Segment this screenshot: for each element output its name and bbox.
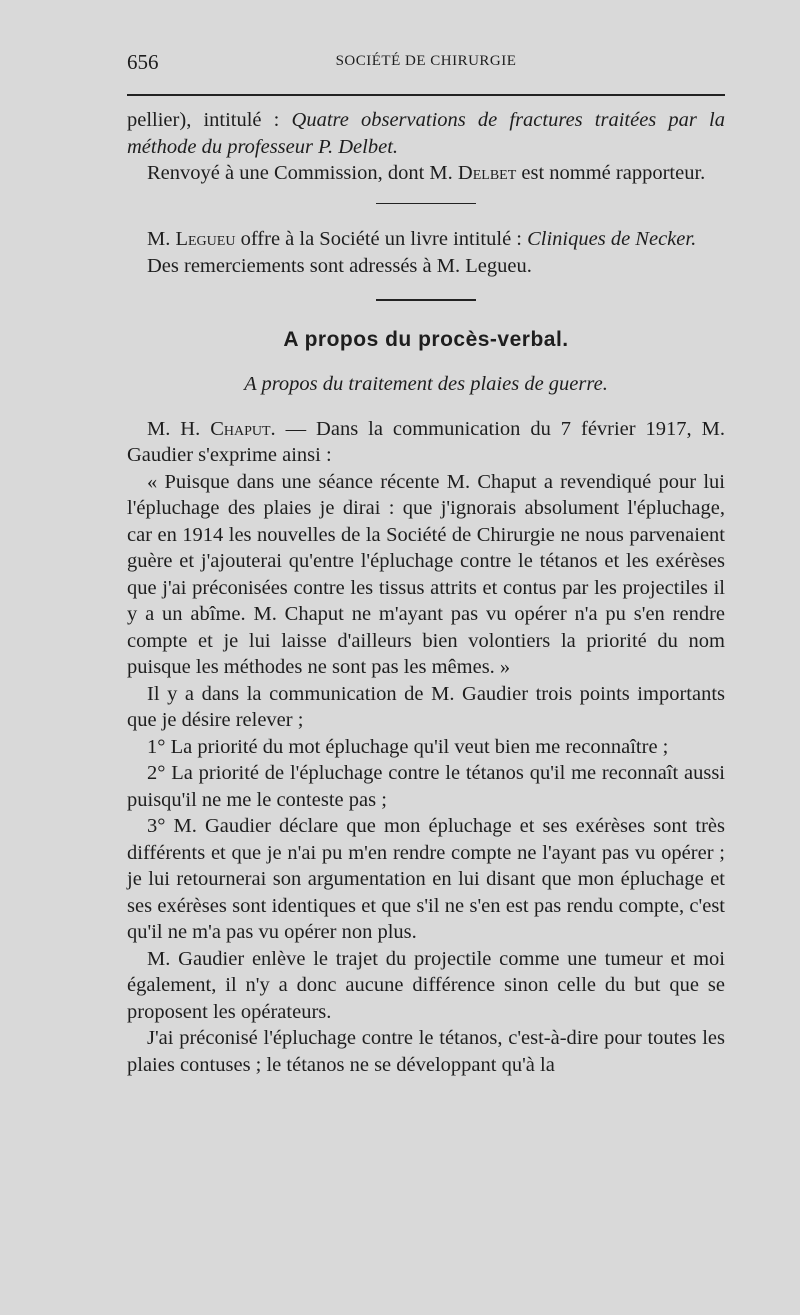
separator-rule xyxy=(376,299,476,301)
paragraph-11: M. Gaudier enlève le trajet du projectile comme une tumeur et moi également, il n'y a donc aucune différence sinon celle du but que se proposent les opérateurs. xyxy=(127,947,725,1023)
paragraph-4: Des remerciements sont adressés à M. Legueu. xyxy=(147,254,532,277)
page-header xyxy=(127,50,725,80)
paragraph-1: pellier), intitulé : Quatre observations de fractures traitées par la méthode du professeur P. Delbet. xyxy=(127,109,725,158)
paragraph-7: Il y a dans la communication de M. Gaudier trois points importants que je désire relever ; xyxy=(127,682,725,731)
paragraph-9: 2° La priorité de l'épluchage contre le tétanos qu'il me reconnaît aussi puisqu'il ne me le conteste pas ; xyxy=(127,762,725,811)
page-number: 656 xyxy=(127,50,159,74)
paragraph-2: Renvoyé à une Commission, dont M. Delbet est nommé rapporteur. xyxy=(147,162,706,184)
running-title: SOCIÉTÉ DE CHIRURGIE xyxy=(335,53,517,69)
paragraph-6: « Puisque dans une séance récente M. Chaput a revendiqué pour lui l'épluchage des plaies je dirai : que j'ignorais absolument l'épluchage, car en 1914 les nouvelles de la Société de Chirurgie ne nous parvenaient guère et j'ajouterai qu'entre l'épluchage contre le tétanos et les exérèses que j'ai préconisées contre les tissus attrits et contus par les projectiles il y a un abîme. M. Chaput ne m'ayant pas vu opérer n'a pu s'en rendre compte et je lui laisse d'ailleurs bien volontiers la priorité du nom puisque les méthodes ne sont pas les mêmes. » xyxy=(127,470,725,678)
separator-rule xyxy=(376,203,476,205)
header-rule xyxy=(127,94,725,96)
author-name: Delbet xyxy=(457,162,517,184)
paragraph-12: J'ai préconisé l'épluchage contre le tétanos, c'est-à-dire pour toutes les plaies contuses ; le tétanos ne se développant qu'à la xyxy=(127,1027,725,1076)
book-title: Quatre observations de fractures traitées par la méthode du professeur P. Delbet. xyxy=(127,109,725,158)
body-text xyxy=(127,107,725,1078)
author-name: Legueu xyxy=(175,228,236,250)
paragraph-5: M. H. Chaput. — Dans la communication du 7 février 1917, M. Gaudier s'exprime ainsi : xyxy=(127,417,725,466)
paragraph-8: 1° La priorité du mot épluchage qu'il veut bien me reconnaître ; xyxy=(147,735,669,758)
paragraph-3: M. Legueu offre à la Société un livre intitulé : Cliniques de Necker. xyxy=(147,228,697,250)
paragraph-10: 3° M. Gaudier déclare que mon épluchage et ses exérèses sont très différents et que je n'ai pu m'en rendre compte ne l'ayant pas vu opérer ; je lui retournerai son argumentation en lui disant que mon épluchage et ses exérèses sont identiques et que s'il ne s'en est pas rendu compte, c'est qu'il ne m'a pas vu opérer non plus. xyxy=(127,815,725,943)
section-title: A propos du procès-verbal. xyxy=(283,327,569,351)
author-name: Chaput. xyxy=(210,417,276,440)
book-title: Cliniques de Necker. xyxy=(527,228,697,250)
section-subtitle: A propos du traitement des plaies de guerre. xyxy=(244,373,608,395)
